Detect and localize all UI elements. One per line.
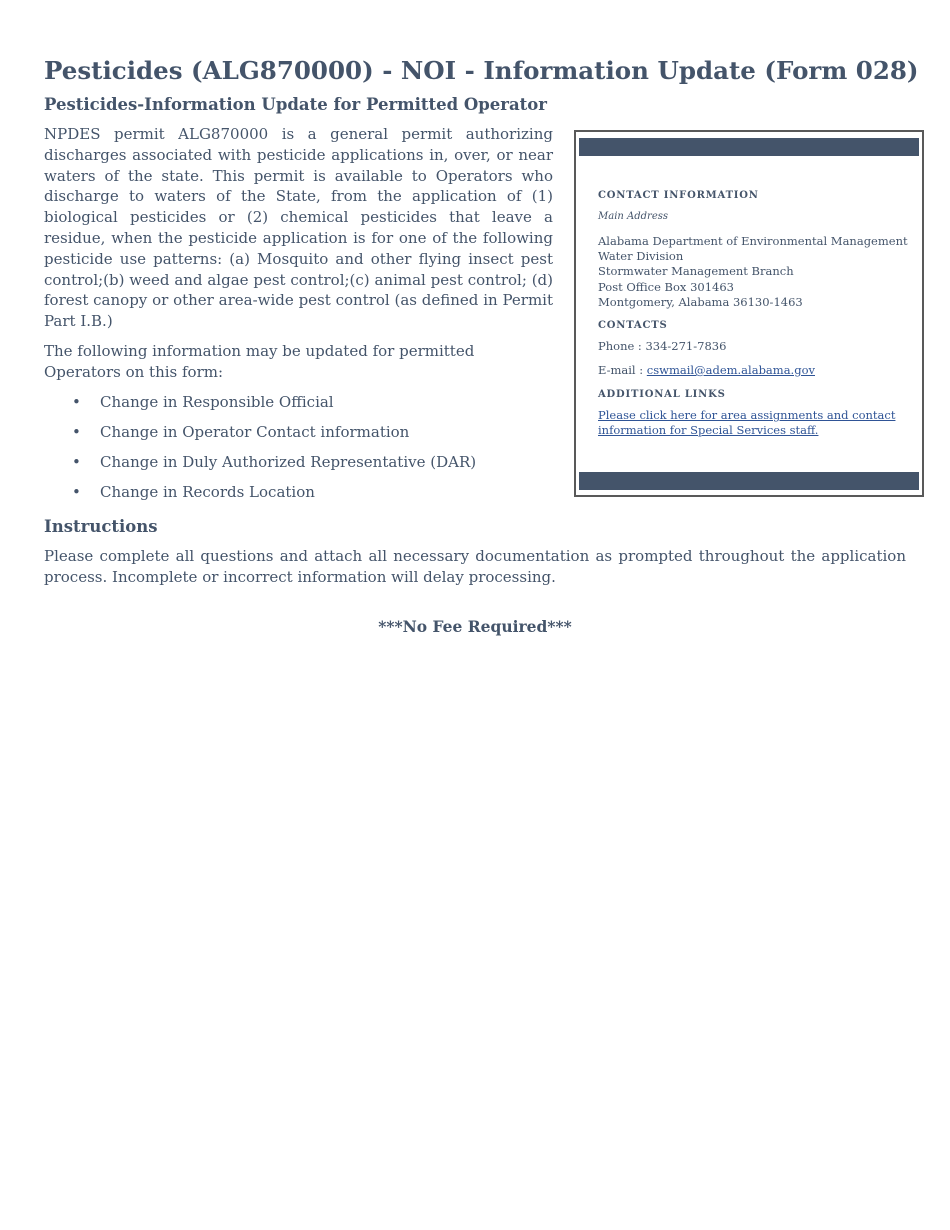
page-subtitle: Pesticides-Information Update for Permitted Operator (44, 95, 548, 114)
instructions-heading: Instructions (44, 517, 158, 536)
address-line: Water Division (598, 249, 684, 264)
contacts-heading: CONTACTS (598, 320, 668, 332)
list-item: • Change in Duly Authorized Representative (DAR) (44, 452, 906, 472)
address-line: Post Office Box 301463 (598, 279, 734, 294)
list-item: • Change in Records Location (44, 482, 906, 502)
main-address-label: Main Address (598, 211, 669, 222)
address-line: Alabama Department of Environmental Management (598, 234, 908, 248)
contact-heading: CONTACT INFORMATION (598, 190, 759, 201)
address-line: Stormwater Management Branch (598, 264, 794, 279)
email-link[interactable]: cswmail@adem.alabama.gov (646, 363, 815, 378)
area-assignments-link[interactable]: Please click here for area assignments and contact information for Special Services staff. (598, 408, 896, 438)
sidebar-content (598, 188, 908, 438)
address-line: Montgomery, Alabama 36130-1463 (598, 294, 803, 309)
email-row (598, 363, 908, 378)
fee-note: ***No Fee Required*** (378, 617, 572, 636)
phone-number: Phone : 334-271-7836 (598, 339, 727, 354)
main-address (598, 234, 908, 310)
contact-sidebar (574, 130, 924, 497)
lead-paragraph: The following information may be updated for permitted Operators on this form: (44, 341, 475, 381)
email-label: E-mail : (598, 363, 647, 378)
additional-links-heading: ADDITIONAL LINKS (598, 389, 726, 401)
sidebar-top-bar (579, 138, 919, 156)
sidebar-bottom-bar (579, 472, 919, 490)
instructions-text: Please complete all questions and attach all necessary documentation as prompted throughout the application process. Incomplete or incorrect information will delay processing. (44, 547, 906, 586)
intro-paragraph: NPDES permit ALG870000 is a general permit authorizing discharges associated with pesticide applications in, over, or near waters of the state. This permit is available to Operators who discharge to waters of the State, from the application of (1) biological pesticides or (2) chemical pesticides that leave a residue, when the pesticide application is for one of the following pesticide use patterns: (a) Mosquito and other flying insect pest control;(b) weed and algae pest control;(c) animal pest control; (d) forest canopy or other area-wide pest control (as defined in Permit Part I.B.) (44, 125, 553, 331)
list-item: • Change in Operator Contact information (44, 422, 906, 442)
list-item: • Change in Responsible Official (44, 392, 906, 412)
page-title: Pesticides (ALG870000) - NOI - Information Update (Form 028) (44, 56, 919, 85)
